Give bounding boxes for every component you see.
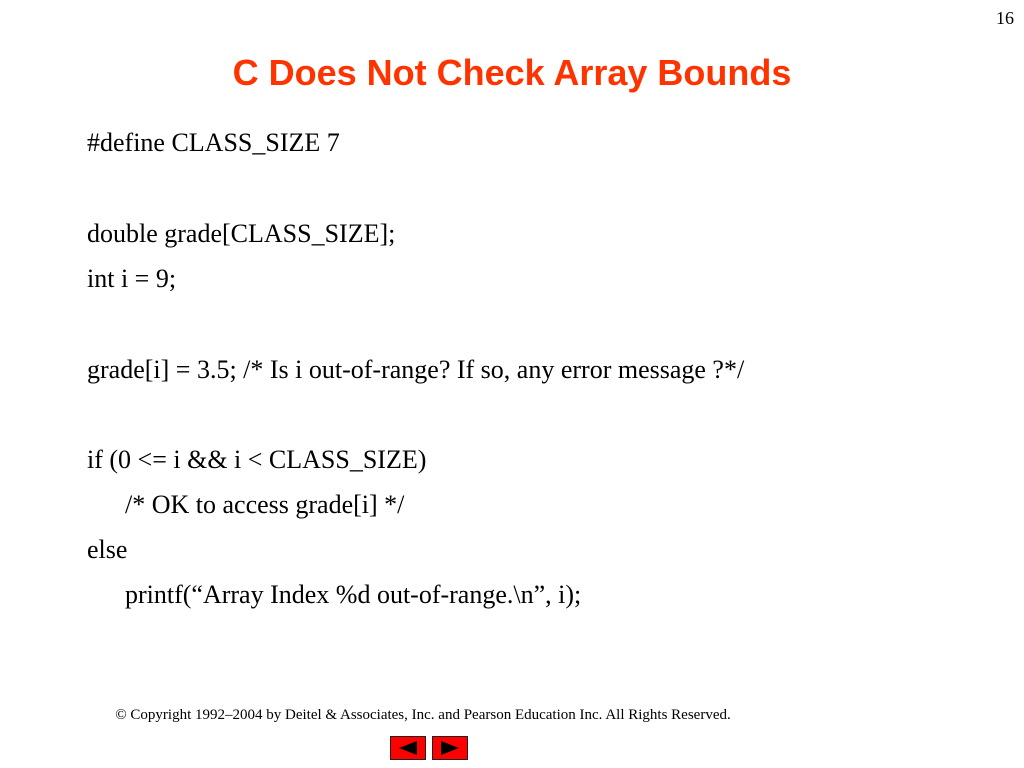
slide-title: C Does Not Check Array Bounds [232, 52, 792, 93]
next-slide-button[interactable] [432, 736, 468, 760]
code-line-define: #define CLASS_SIZE 7 [87, 128, 340, 157]
code-line-if: if (0 <= i && i < CLASS_SIZE) [87, 445, 427, 474]
code-line-declare-grade: double grade[CLASS_SIZE]; [87, 219, 396, 248]
code-line-declare-i: int i = 9; [87, 264, 177, 293]
slide-navigation [390, 736, 468, 760]
previous-slide-button[interactable] [390, 736, 426, 760]
copyright-notice: © Copyright 1992–2004 by Deitel & Associates, Inc. and Pearson Education Inc. All Rights Reserved. [115, 707, 731, 723]
code-line-else: else [87, 535, 128, 564]
code-line-ok-comment: /* OK to access grade[i] */ [125, 490, 405, 519]
code-line-assign: grade[i] = 3.5; /* Is i out-of-range? If so, any error message ?*/ [87, 355, 745, 384]
triangle-right-icon [439, 740, 461, 756]
page-number: 16 [996, 8, 1014, 28]
code-line-printf: printf(“Array Index %d out-of-range.\n”, i); [125, 580, 582, 609]
triangle-left-icon [397, 740, 419, 756]
